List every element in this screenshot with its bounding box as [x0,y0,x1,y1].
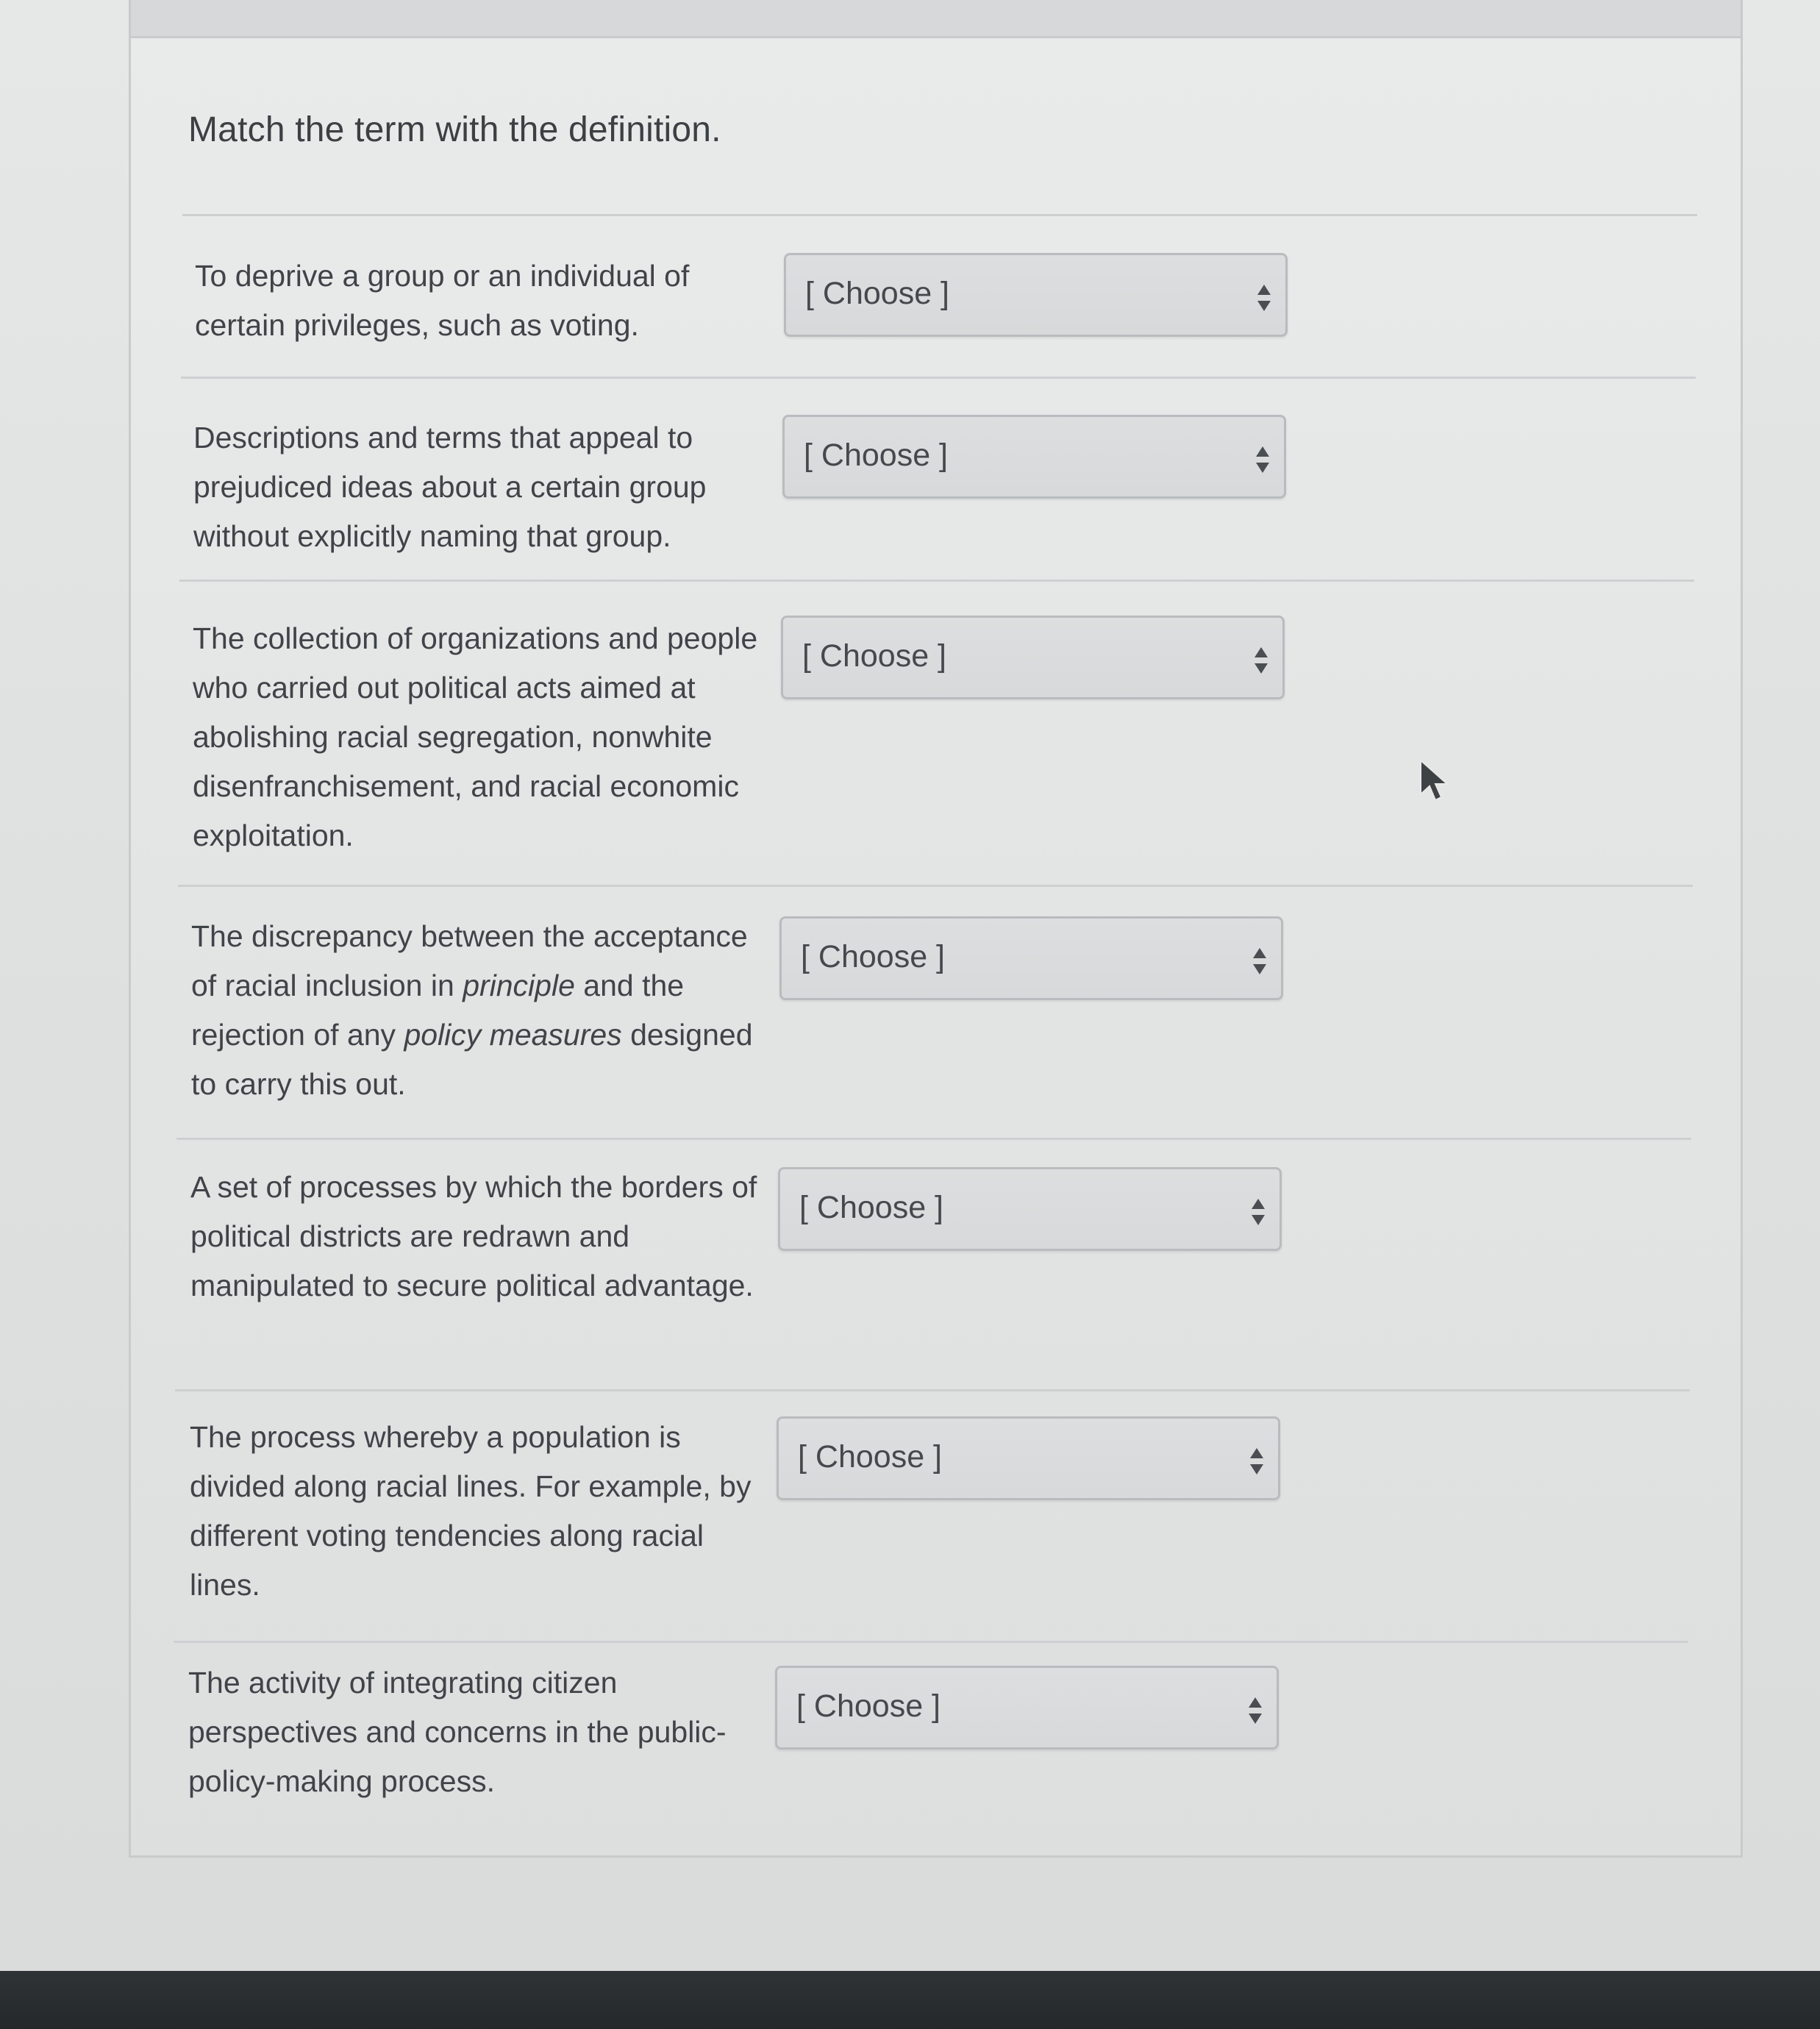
answer-select-5[interactable] [778,1167,1282,1251]
divider [178,885,1693,887]
definition-2 [193,413,782,561]
definition-6 [190,1413,778,1610]
definition-text: policy measures [404,1018,622,1052]
divider [182,214,1697,216]
select-value: [ Choose ] [805,276,949,311]
select-value: [ Choose ] [796,1689,941,1724]
definition-text: The process whereby a population is divided along racial lines. For example, by different voting tendencies along racial lines. [190,1420,752,1602]
definition-1 [195,252,783,350]
answer-select-6[interactable] [777,1416,1280,1500]
definition-3 [193,614,781,860]
answer-select-4[interactable] [779,916,1283,1000]
up-down-arrows-icon [1255,445,1271,474]
answer-select-7[interactable] [775,1666,1279,1750]
answer-select-1[interactable] [784,253,1288,337]
question-header [131,0,1741,38]
up-down-arrows-icon [1252,946,1268,976]
mouse-pointer-icon [1419,759,1453,803]
definition-4 [191,912,779,1109]
definition-7 [188,1658,777,1806]
divider [174,1641,1688,1643]
up-down-arrows-icon [1253,646,1269,675]
answer-select-3[interactable] [781,616,1285,699]
up-down-arrows-icon [1249,1447,1265,1476]
divider [181,377,1696,379]
up-down-arrows-icon [1247,1696,1263,1725]
definition-text: To deprive a group or an individual of certain privileges, such as voting. [195,259,690,342]
definition-text: The collection of organizations and people who carried out political acts aimed at abolishing racial segregation, nonwhite disenfranchisement, and racial economic exploitation. [193,621,758,852]
answer-select-2[interactable] [782,415,1286,499]
question-card [129,0,1743,1858]
up-down-arrows-icon [1250,1197,1266,1227]
definition-text: The discrepancy between the acceptance of racial inclusion in [191,919,748,1002]
select-value: [ Choose ] [799,1190,943,1225]
definition-text: A set of processes by which the borders of political districts are redrawn and manipulated to secure political advantage. [190,1170,757,1302]
select-value: [ Choose ] [798,1439,942,1474]
definition-text: principle [463,969,575,1002]
question-prompt: Match the term with the definition. [188,110,721,149]
screen-bezel [0,1971,1820,2029]
divider [179,580,1694,582]
select-value: [ Choose ] [802,638,946,674]
definition-text: designed to carry this out. [191,1018,753,1101]
divider [175,1389,1690,1391]
select-value: [ Choose ] [801,939,945,974]
definition-text: Descriptions and terms that appeal to prejudiced ideas about a certain group without explicitly naming that group. [193,421,707,553]
select-value: [ Choose ] [804,438,948,473]
definition-5 [190,1163,779,1311]
up-down-arrows-icon [1256,283,1272,313]
divider [176,1138,1691,1140]
definition-text: The activity of integrating citizen perspectives and concerns in the public-policy-making process. [188,1666,727,1798]
definition-text: and the rejection of any [191,969,685,1052]
